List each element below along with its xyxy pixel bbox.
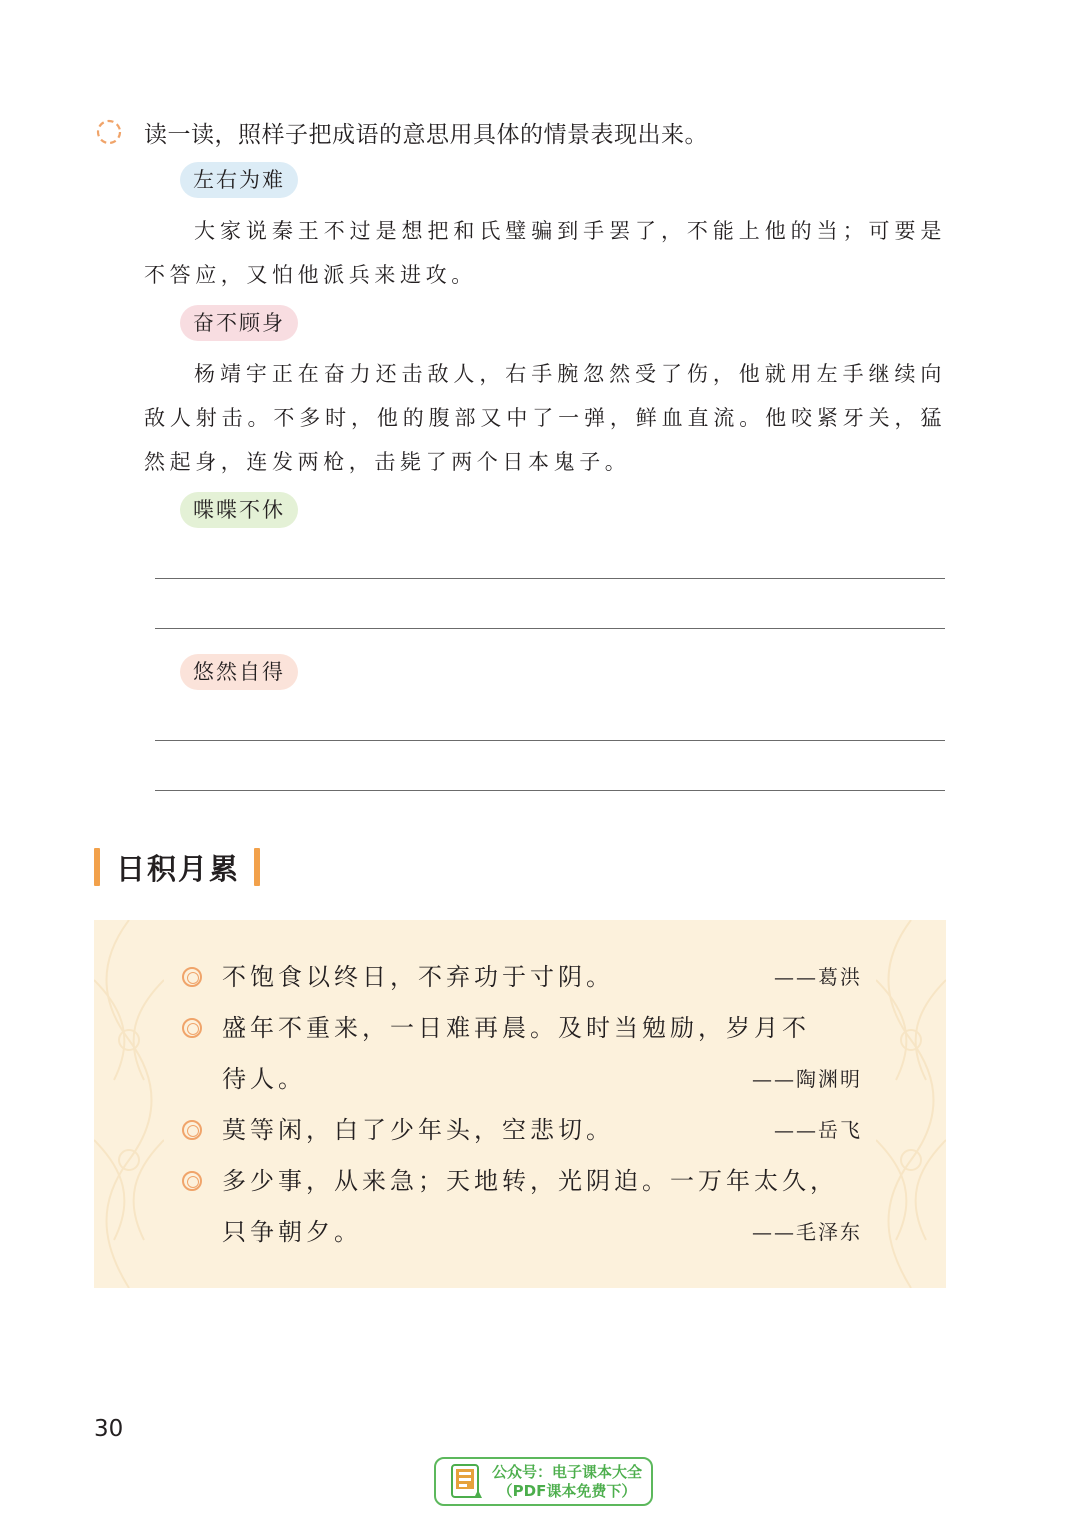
- idiom-tag-4: 悠然自得: [180, 654, 298, 690]
- watermark-text: [492, 1463, 642, 1501]
- idiom-tag-1: 左右为难: [180, 162, 298, 198]
- idiom-example-1: 大家说秦王不过是想把和氏璧骗到手罢了，不能上他的当；可要是不答应，又怕他派兵来进攻。: [144, 219, 946, 287]
- quote-text: 多少事，从来急；天地转，光阴迫。一万年太久，: [222, 1167, 838, 1195]
- quotes-panel: [94, 920, 946, 1288]
- exercise-instruction: [94, 114, 708, 150]
- idiom-example-2: 杨靖宇正在奋力还击敌人，右手腕忽然受了伤，他就用左手继续向敌人射击。不多时，他的腹部又中了一弹，鲜血直流。他咬紧牙关，猛然起身，连发两枪，击毙了两个日本鬼子。: [144, 362, 946, 474]
- watermark-line1: 公众号：电子课本大全: [492, 1462, 643, 1481]
- section-title: 日积月累: [116, 851, 241, 886]
- title-bar-left: [94, 848, 100, 886]
- title-bar-right: [254, 848, 260, 886]
- watermark-badge: [434, 1457, 653, 1506]
- dashed-circle-icon: [94, 117, 124, 147]
- quote-item: [182, 1003, 862, 1053]
- quote-text-continuation: 待人。: [222, 1065, 306, 1093]
- watermark-line2: （PDF课本免费下）: [497, 1481, 637, 1500]
- double-circle-bullet-icon: [182, 1018, 202, 1038]
- quote-item: [182, 1156, 862, 1206]
- book-logo-icon: [448, 1462, 486, 1502]
- quote-text: 莫等闲，白了少年头，空悲切。: [222, 1116, 614, 1144]
- double-circle-bullet-icon: [182, 967, 202, 987]
- quote-author: ——葛洪: [774, 965, 862, 989]
- writing-line[interactable]: [155, 578, 945, 579]
- quote-author: ——陶渊明: [752, 1067, 862, 1091]
- double-circle-bullet-icon: [182, 1120, 202, 1140]
- quote-item: [182, 952, 862, 1002]
- quote-item-continuation: [182, 1054, 862, 1104]
- idiom-tag-2: 奋不顾身: [180, 305, 298, 341]
- page-number: 30: [94, 1416, 124, 1442]
- writing-line[interactable]: [155, 790, 945, 791]
- quote-text: 盛年不重来，一日难再晨。及时当勉励，岁月不: [222, 1014, 810, 1042]
- quote-text: 不饱食以终日，不弃功于寸阴。: [222, 963, 614, 991]
- quote-item: [182, 1105, 862, 1155]
- section-header: [94, 846, 260, 888]
- ornament-pattern-right: [876, 920, 946, 1288]
- quote-text-continuation: 只争朝夕。: [222, 1218, 362, 1246]
- instruction-text: 读一读，照样子把成语的意思用具体的情景表现出来。: [144, 121, 708, 148]
- quote-item-continuation: [182, 1207, 862, 1257]
- quote-author: ——岳飞: [774, 1118, 862, 1142]
- ornament-pattern-left: [94, 920, 164, 1288]
- writing-line[interactable]: [155, 740, 945, 741]
- idiom-tag-3: 喋喋不休: [180, 492, 298, 528]
- quote-author: ——毛泽东: [752, 1220, 862, 1244]
- double-circle-bullet-icon: [182, 1171, 202, 1191]
- writing-line[interactable]: [155, 628, 945, 629]
